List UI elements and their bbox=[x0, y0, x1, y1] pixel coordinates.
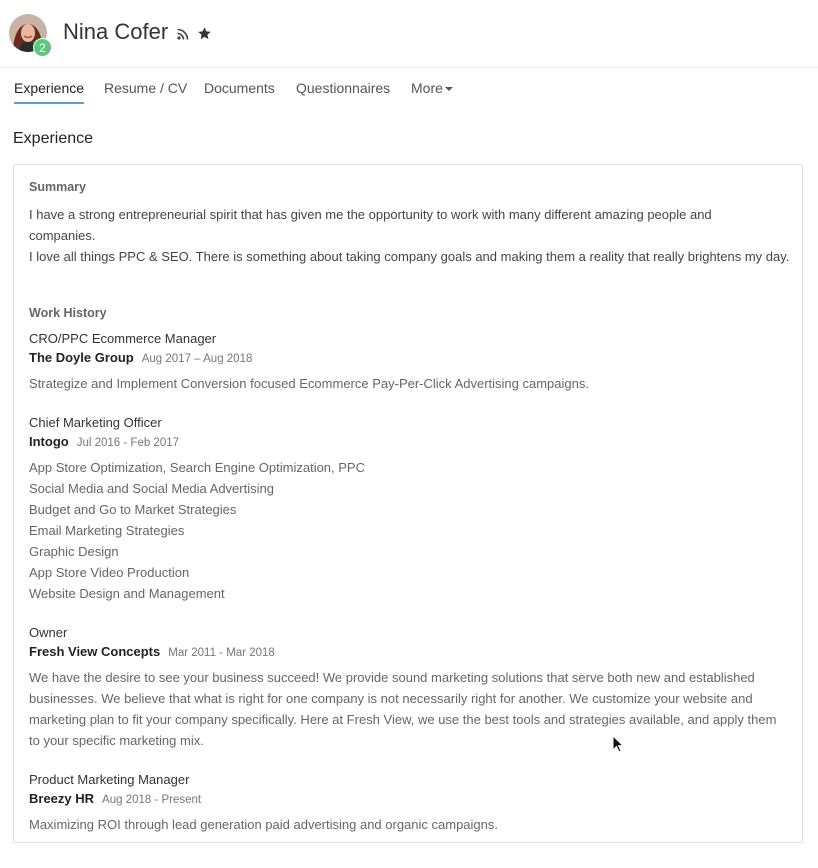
tab-more-label: More bbox=[411, 80, 443, 96]
job-dates: Jul 2016 - Feb 2017 bbox=[76, 437, 180, 449]
job-company bbox=[29, 434, 179, 449]
job-company bbox=[29, 791, 201, 806]
summary-line: companies. bbox=[29, 228, 96, 243]
star-icon[interactable] bbox=[197, 26, 212, 41]
mouse-cursor-icon bbox=[612, 735, 624, 753]
job-description-line: We have the desire to see your business succeed! We provide sound marketing solutions that serve both new and established bbox=[29, 670, 755, 685]
tab-questionnaires[interactable]: Questionnaires bbox=[296, 80, 391, 96]
caret-down-icon bbox=[445, 87, 453, 91]
work-history-label: Work History bbox=[29, 306, 107, 320]
job-description-line: App Store Optimization, Search Engine Optimization, PPC bbox=[29, 460, 365, 475]
rss-icon[interactable] bbox=[177, 28, 189, 40]
tab-more[interactable] bbox=[411, 80, 453, 96]
job-title: Owner bbox=[29, 625, 68, 640]
job-title: CRO/PPC Ecommerce Manager bbox=[29, 331, 217, 346]
job-description-line: Social Media and Social Media Advertising bbox=[29, 481, 274, 496]
company-name: The Doyle Group bbox=[29, 350, 134, 365]
job-title: Chief Marketing Officer bbox=[29, 415, 162, 430]
experience-card bbox=[13, 164, 803, 843]
job-description: Strategize and Implement Conversion focused Ecommerce Pay-Per-Click Advertising campaigns. bbox=[29, 376, 589, 391]
job-dates: Aug 2017 – Aug 2018 bbox=[141, 353, 253, 365]
summary-line: I have a strong entrepreneurial spirit that has given me the opportunity to work with many different amazing people and bbox=[29, 207, 712, 222]
job-description: Maximizing ROI through lead generation paid advertising and organic campaigns. bbox=[29, 817, 498, 832]
section-title: Experience bbox=[13, 130, 94, 147]
job-description-line: marketing plan to fit your company specifically. Here at Fresh View, we use the best tools and strategies available, and apply them bbox=[29, 712, 777, 727]
tab-experience[interactable]: Experience bbox=[14, 80, 85, 96]
job-description-line: Budget and Go to Market Strategies bbox=[29, 502, 237, 517]
summary-line: I love all things PPC & SEO. There is something about taking company goals and making them a reality that really brightens my day. bbox=[29, 249, 790, 264]
job-company bbox=[29, 350, 252, 365]
job-description-line: Graphic Design bbox=[29, 544, 119, 559]
company-name: Intogo bbox=[29, 434, 69, 449]
summary-label: Summary bbox=[29, 180, 86, 194]
tab-resume-cv[interactable]: Resume / CV bbox=[104, 80, 188, 96]
profile-name: Nina Cofer bbox=[63, 19, 169, 44]
notification-badge: 2 bbox=[33, 38, 52, 57]
tab-documents[interactable]: Documents bbox=[204, 80, 275, 96]
job-description-line: to your specific marketing mix. bbox=[29, 733, 204, 748]
job-company bbox=[29, 644, 275, 659]
job-title: Product Marketing Manager bbox=[29, 772, 190, 787]
profile-tabs bbox=[0, 80, 818, 104]
job-description-line: Website Design and Management bbox=[29, 586, 225, 601]
job-description-line: Email Marketing Strategies bbox=[29, 523, 185, 538]
active-tab-indicator bbox=[14, 102, 84, 104]
job-dates: Mar 2011 - Mar 2018 bbox=[168, 647, 275, 659]
job-description-line: App Store Video Production bbox=[29, 565, 190, 580]
profile-header bbox=[0, 0, 818, 68]
company-name: Breezy HR bbox=[29, 791, 95, 806]
job-description-line: businesses. We believe that what is right for one company is not necessarily right for another. We customize your website and bbox=[29, 691, 753, 706]
company-name: Fresh View Concepts bbox=[29, 644, 161, 659]
job-dates: Aug 2018 - Present bbox=[102, 794, 202, 806]
